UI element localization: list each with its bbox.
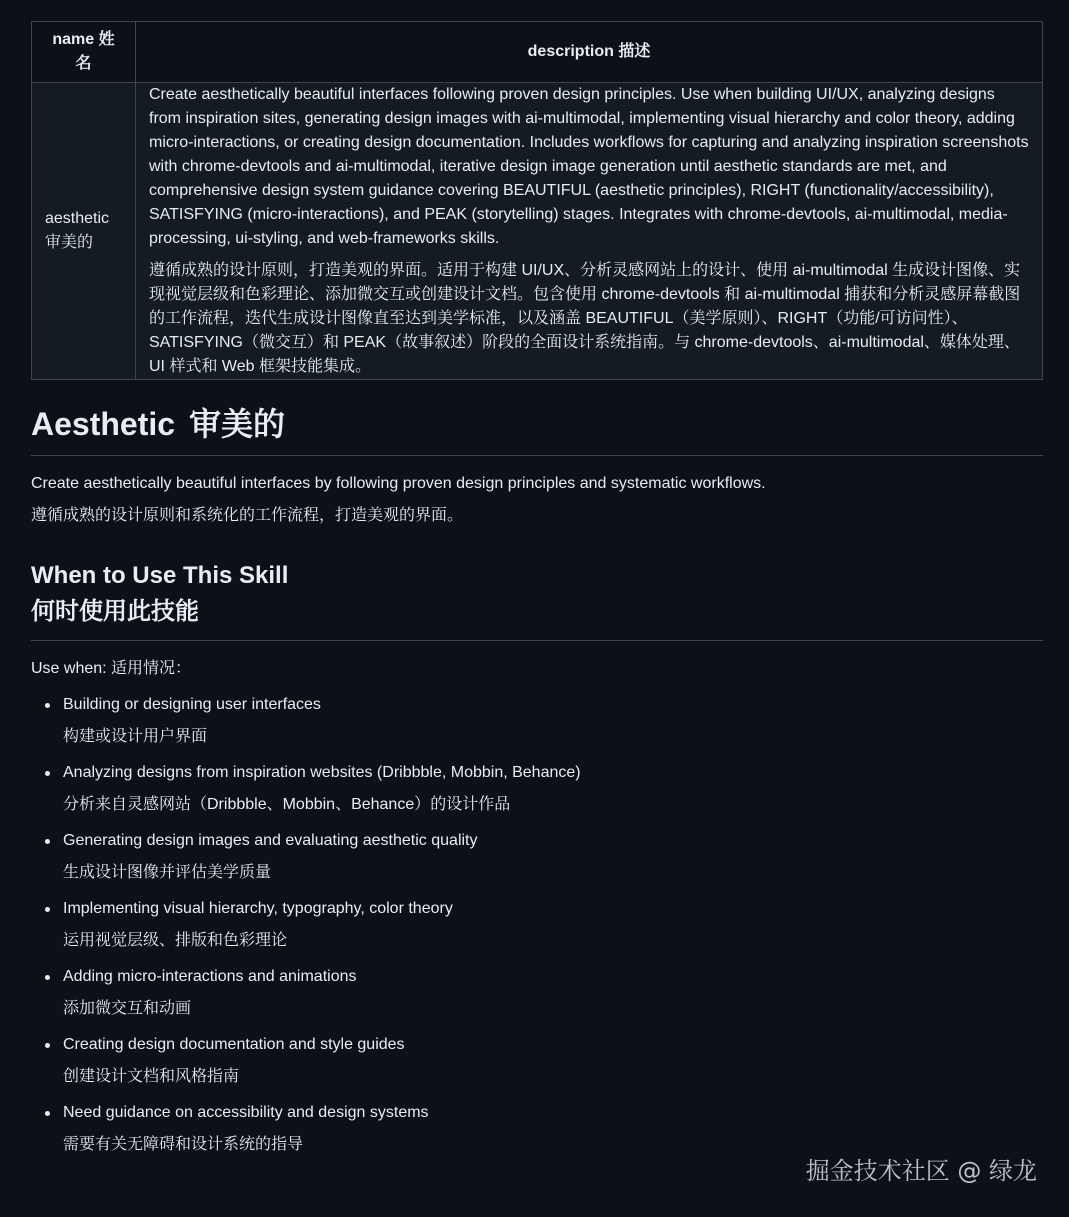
list-item-en: Analyzing designs from inspiration websites (Dribbble, Mobbin, Behance) xyxy=(63,764,581,781)
bullet-icon xyxy=(45,1043,50,1048)
page-title-zh: 审美的 xyxy=(189,406,286,442)
intro-en: Create aesthetically beautiful interfaces by following proven design principles and systematic workflows. xyxy=(31,475,766,492)
page-title xyxy=(31,401,1043,456)
list-item-zh: 添加微交互和动画 xyxy=(63,1000,192,1017)
list-item xyxy=(31,829,1043,885)
description-zh: 遵循成熟的设计原则，打造美观的界面。适用于构建 UI/UX、分析灵感网站上的设计、使用 ai-multimodal 生成设计图像、实现视觉层级和色彩理论、添加微交互或创建设计文档。包含使用 chrome-devtools 和 ai-multimodal 捕获和分析灵感屏幕截图的工作流程，迭代生成设计图像直至达到美学标准，以及涵盖 BEAUTIFUL（美学原则）、RIGHT（功能/可访问性）、SATISFYING（微交互）和 PEAK（故事叙述）阶段的全面设计系统指南。与 chrome-devtools、ai-multimodal、媒体处理、UI 样式和 Web 框架技能集成。 xyxy=(149,262,1021,375)
list-item xyxy=(31,1101,1043,1157)
table-header-row xyxy=(32,22,1043,83)
description-en: Create aesthetically beautiful interfaces following proven design principles. Use when building UI/UX, analyzing designs from inspiration sites, generating design images with ai-multimodal, implementing visual hierarchy and color theory, adding micro-interactions, or creating design documentation. Includes workflows for capturing and analyzing inspiration screenshots with chrome-devtools and ai-multimodal, iterative design image generation until aesthetic standards are met, and comprehensive design system guidance covering BEAUTIFUL (aesthetic principles), RIGHT (functionality/accessibility), SATISFYING (micro-interactions), and PEAK (storytelling) stages. Integrates with chrome-devtools, ai-multimodal, media-processing, ui-styling, and web-frameworks skills. xyxy=(149,86,1029,247)
list-item-en: Creating design documentation and style guides xyxy=(63,1036,405,1053)
frontmatter-table xyxy=(31,21,1043,380)
section-heading xyxy=(31,558,1043,641)
list-item-zh: 创建设计文档和风格指南 xyxy=(63,1068,240,1085)
use-when-label: Use when: 适用情况： xyxy=(31,660,192,677)
markdown-body xyxy=(31,21,1043,1169)
list-item-zh: 运用视觉层级、排版和色彩理论 xyxy=(63,932,288,949)
bullet-icon xyxy=(45,975,50,980)
column-header-name: name 姓名 xyxy=(32,22,136,83)
bullet-icon xyxy=(45,771,50,776)
list-item-en: Building or designing user interfaces xyxy=(63,696,321,713)
bullet-icon xyxy=(45,839,50,844)
list-item-zh: 需要有关无障碍和设计系统的指导 xyxy=(63,1136,304,1153)
intro xyxy=(31,472,1043,528)
list-item xyxy=(31,965,1043,1021)
name-cell xyxy=(32,83,136,380)
section-heading-en: When to Use This Skill xyxy=(31,562,289,589)
section-heading-zh: 何时使用此技能 xyxy=(31,598,199,625)
name-zh: 审美的 xyxy=(45,234,94,251)
list-item xyxy=(31,761,1043,817)
name-en: aesthetic xyxy=(45,210,110,227)
table-row xyxy=(32,83,1043,380)
list-item xyxy=(31,897,1043,953)
list-item-en: Implementing visual hierarchy, typography, color theory xyxy=(63,900,453,917)
watermark: 掘金技术社区 @ 绿龙 xyxy=(805,1157,1037,1185)
list-item xyxy=(31,1033,1043,1089)
list-item-zh: 分析来自灵感网站（Dribbble、Mobbin、Behance）的设计作品 xyxy=(63,796,511,813)
list-item-en: Generating design images and evaluating aesthetic quality xyxy=(63,832,478,849)
list-item xyxy=(31,693,1043,749)
use-case-list xyxy=(31,693,1043,1157)
list-item-zh: 生成设计图像并评估美学质量 xyxy=(63,864,272,881)
bullet-icon xyxy=(45,907,50,912)
list-item-en: Need guidance on accessibility and design systems xyxy=(63,1104,429,1121)
intro-zh: 遵循成熟的设计原则和系统化的工作流程，打造美观的界面。 xyxy=(31,507,464,524)
page-title-en: Aesthetic xyxy=(31,406,176,442)
bullet-icon xyxy=(45,703,50,708)
column-header-description: description 描述 xyxy=(136,22,1043,83)
list-item-zh: 构建或设计用户界面 xyxy=(63,728,208,745)
list-item-en: Adding micro-interactions and animations xyxy=(63,968,357,985)
description-cell xyxy=(136,83,1043,380)
bullet-icon xyxy=(45,1111,50,1116)
